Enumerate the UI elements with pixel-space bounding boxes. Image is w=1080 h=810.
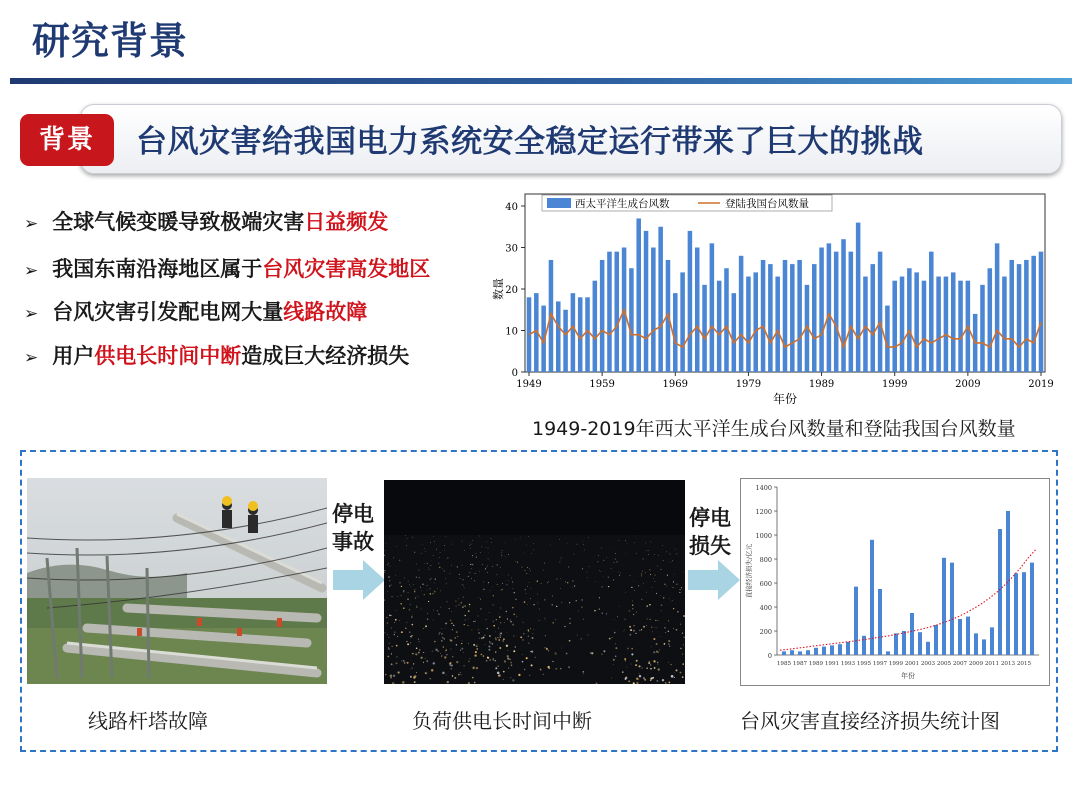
- bar: [966, 617, 970, 655]
- bar: [680, 272, 685, 372]
- bar: [841, 239, 846, 372]
- bar: [914, 272, 919, 372]
- y-tick-label: 200: [759, 628, 772, 636]
- x-tick-label: 1991: [824, 661, 840, 667]
- x-tick-label: 1959: [589, 379, 615, 390]
- bar: [998, 529, 1002, 655]
- bar: [782, 651, 786, 655]
- y-tick-label: 800: [759, 556, 772, 564]
- bar: [600, 260, 605, 372]
- arrow-bullet-icon: ➢: [24, 304, 39, 324]
- bar: [732, 293, 737, 372]
- bar: [982, 639, 986, 655]
- bullet-highlight: 线路故障: [283, 300, 368, 324]
- x-tick-label: 1989: [808, 661, 824, 667]
- y-axis-label: 直接经济损失/亿元: [745, 543, 753, 599]
- legend-label: 登陆我国台风数量: [725, 198, 809, 210]
- bar: [585, 297, 590, 372]
- legend-label: 西太平洋生成台风数: [575, 198, 670, 210]
- bar: [988, 268, 993, 372]
- background-badge: 背景: [20, 114, 114, 166]
- x-tick-label: 1985: [776, 661, 792, 667]
- bar: [1014, 573, 1018, 655]
- bar: [838, 644, 842, 655]
- bar: [863, 277, 868, 372]
- arrow-bullet-icon: ➢: [24, 214, 39, 234]
- bar: [856, 223, 861, 372]
- y-tick-label: 0: [767, 652, 772, 660]
- economic-loss-chart: [741, 479, 1047, 683]
- bar: [862, 636, 866, 655]
- bar: [892, 281, 897, 372]
- bar: [870, 540, 874, 655]
- x-axis-label: 年份: [772, 392, 798, 406]
- bar: [814, 648, 818, 655]
- bar: [790, 264, 795, 372]
- x-tick-label: 2001: [904, 661, 920, 667]
- bar: [806, 650, 810, 655]
- legend-bar-swatch: [547, 198, 571, 208]
- bar: [822, 647, 826, 655]
- bar: [958, 619, 962, 655]
- bar: [673, 293, 678, 372]
- bar: [830, 645, 834, 655]
- bar: [593, 281, 598, 372]
- y-tick-label: 0: [511, 368, 518, 379]
- bar: [886, 651, 890, 655]
- bar: [926, 642, 930, 655]
- bar: [1017, 264, 1022, 372]
- bullet-item: [24, 206, 388, 236]
- x-tick-label: 1997: [872, 661, 888, 667]
- bar: [761, 260, 766, 372]
- bar: [894, 633, 898, 655]
- bar: [958, 281, 963, 372]
- bar: [918, 632, 922, 655]
- y-tick-label: 400: [759, 604, 772, 612]
- bullet-highlight: 供电长时间中断: [94, 344, 242, 368]
- bar: [812, 264, 817, 372]
- bullet-highlight: 日益频发: [304, 210, 389, 234]
- bar: [907, 268, 912, 372]
- bar: [775, 277, 780, 372]
- legend: [542, 195, 832, 211]
- bar: [849, 252, 854, 372]
- bar: [929, 252, 934, 372]
- x-tick-label: 2019: [1028, 379, 1054, 390]
- bar: [1039, 252, 1044, 372]
- arrow-bullet-icon: ➢: [24, 348, 39, 368]
- x-tick-label: 1949: [516, 379, 542, 390]
- bar: [1024, 260, 1029, 372]
- bar: [944, 277, 949, 372]
- bar: [980, 285, 985, 372]
- x-tick-label: 1999: [888, 661, 904, 667]
- y-tick-label: 20: [505, 285, 518, 296]
- bullet-text: 台风灾害引发配电网大量: [52, 300, 284, 324]
- title-divider: [10, 78, 1072, 84]
- bar: [951, 272, 956, 372]
- bar: [900, 277, 905, 372]
- bar: [990, 627, 994, 655]
- bar: [871, 264, 876, 372]
- bar: [790, 650, 794, 655]
- x-tick-label: 1995: [856, 661, 872, 667]
- bullet-text: 全球气候变暖导致极端灾害: [52, 210, 305, 234]
- y-tick-label: 1400: [755, 484, 772, 492]
- bar: [644, 231, 649, 372]
- fallen-poles-photo: [27, 478, 327, 684]
- x-tick-label: 1987: [792, 661, 808, 667]
- bar: [1031, 256, 1036, 372]
- outage-loss-label: 停电 损失: [689, 506, 731, 558]
- bullet-item: [24, 296, 367, 326]
- x-tick-label: 2005: [936, 661, 952, 667]
- caption-power-outage: 负荷供电长时间中断: [412, 709, 592, 733]
- bar: [797, 260, 802, 372]
- city-ground: [384, 535, 685, 684]
- bar: [936, 277, 941, 372]
- right-arrow-icon: [333, 560, 385, 600]
- bar: [942, 558, 946, 655]
- economic-loss-chart-frame: [740, 478, 1050, 686]
- bar: [571, 293, 576, 372]
- right-arrow-icon: [688, 560, 740, 600]
- bullet-text: 用户: [52, 344, 95, 368]
- x-tick-label: 2009: [968, 661, 984, 667]
- x-tick-label: 2009: [955, 379, 981, 390]
- y-tick-label: 1200: [755, 508, 772, 516]
- x-tick-label: 1969: [662, 379, 689, 390]
- bar: [834, 252, 839, 372]
- bar: [746, 277, 751, 372]
- y-tick-label: 40: [505, 202, 518, 213]
- bar: [1002, 277, 1007, 372]
- bar: [934, 625, 938, 655]
- x-tick-label: 1993: [840, 661, 856, 667]
- bar: [1009, 260, 1014, 372]
- bar: [768, 264, 773, 372]
- x-axis-label: 年份: [901, 672, 915, 680]
- bullet-item: [24, 253, 430, 283]
- bar: [1030, 563, 1034, 655]
- bar: [563, 310, 568, 372]
- bar: [710, 243, 715, 372]
- y-tick-label: 600: [759, 580, 772, 588]
- bar: [1022, 572, 1026, 655]
- bar: [607, 252, 612, 372]
- bar: [783, 260, 788, 372]
- bar: [651, 248, 656, 373]
- bullet-item: [24, 340, 409, 370]
- bar: [629, 268, 634, 372]
- bar: [724, 268, 729, 372]
- bar: [974, 633, 978, 655]
- x-tick-label: 2007: [952, 661, 968, 667]
- bar: [910, 613, 914, 655]
- x-tick-label: 2015: [1016, 661, 1032, 667]
- bar: [636, 218, 641, 372]
- bar: [615, 252, 620, 372]
- bar: [658, 227, 663, 372]
- bar: [556, 301, 561, 372]
- bar: [922, 281, 927, 372]
- bar: [702, 285, 707, 372]
- chart-caption: 1949-2019年西太平洋生成台风数量和登陆我国台风数量: [532, 418, 1016, 440]
- typhoon-count-chart: [488, 186, 1060, 408]
- x-tick-label: 1979: [735, 379, 762, 390]
- y-tick-label: 10: [505, 326, 518, 338]
- y-axis-label: 数量: [492, 278, 505, 300]
- bullet-text: 造成巨大经济损失: [241, 344, 410, 368]
- bar: [950, 563, 954, 655]
- bullet-highlight: 台风灾害高发地区: [262, 257, 431, 281]
- bar: [717, 281, 722, 372]
- bar: [827, 243, 832, 372]
- bar: [885, 306, 890, 372]
- y-tick-label: 1000: [755, 532, 772, 540]
- bar: [995, 243, 1000, 372]
- x-tick-label: 2013: [1000, 661, 1016, 667]
- x-tick-label: 2011: [984, 661, 1000, 667]
- bar: [739, 256, 744, 372]
- trend-line: [780, 549, 1036, 650]
- bar: [878, 589, 882, 655]
- x-tick-label: 2003: [920, 661, 936, 667]
- bar: [902, 631, 906, 655]
- outage-event-label: 停电 事故: [332, 502, 374, 554]
- bar: [753, 272, 758, 372]
- caption-pole-failure: 线路杆塔故障: [88, 709, 208, 733]
- bar: [695, 248, 700, 373]
- page-title: 研究背景: [32, 19, 189, 63]
- arrow-bullet-icon: ➢: [24, 261, 39, 281]
- x-tick-label: 1999: [881, 379, 908, 390]
- city-night-photo: [384, 480, 685, 684]
- y-tick-label: 30: [505, 243, 518, 255]
- headline-text: 台风灾害给我国电力系统安全稳定运行带来了巨大的挑战: [136, 124, 924, 160]
- bar: [878, 252, 883, 372]
- bar: [688, 231, 693, 372]
- bullet-text: 我国东南沿海地区属于: [52, 257, 263, 281]
- bar: [798, 651, 802, 655]
- caption-loss-chart: 台风灾害直接经济损失统计图: [740, 709, 1000, 733]
- bar: [819, 248, 824, 373]
- x-tick-label: 1989: [808, 379, 835, 390]
- bar: [854, 587, 858, 655]
- bar: [846, 642, 850, 655]
